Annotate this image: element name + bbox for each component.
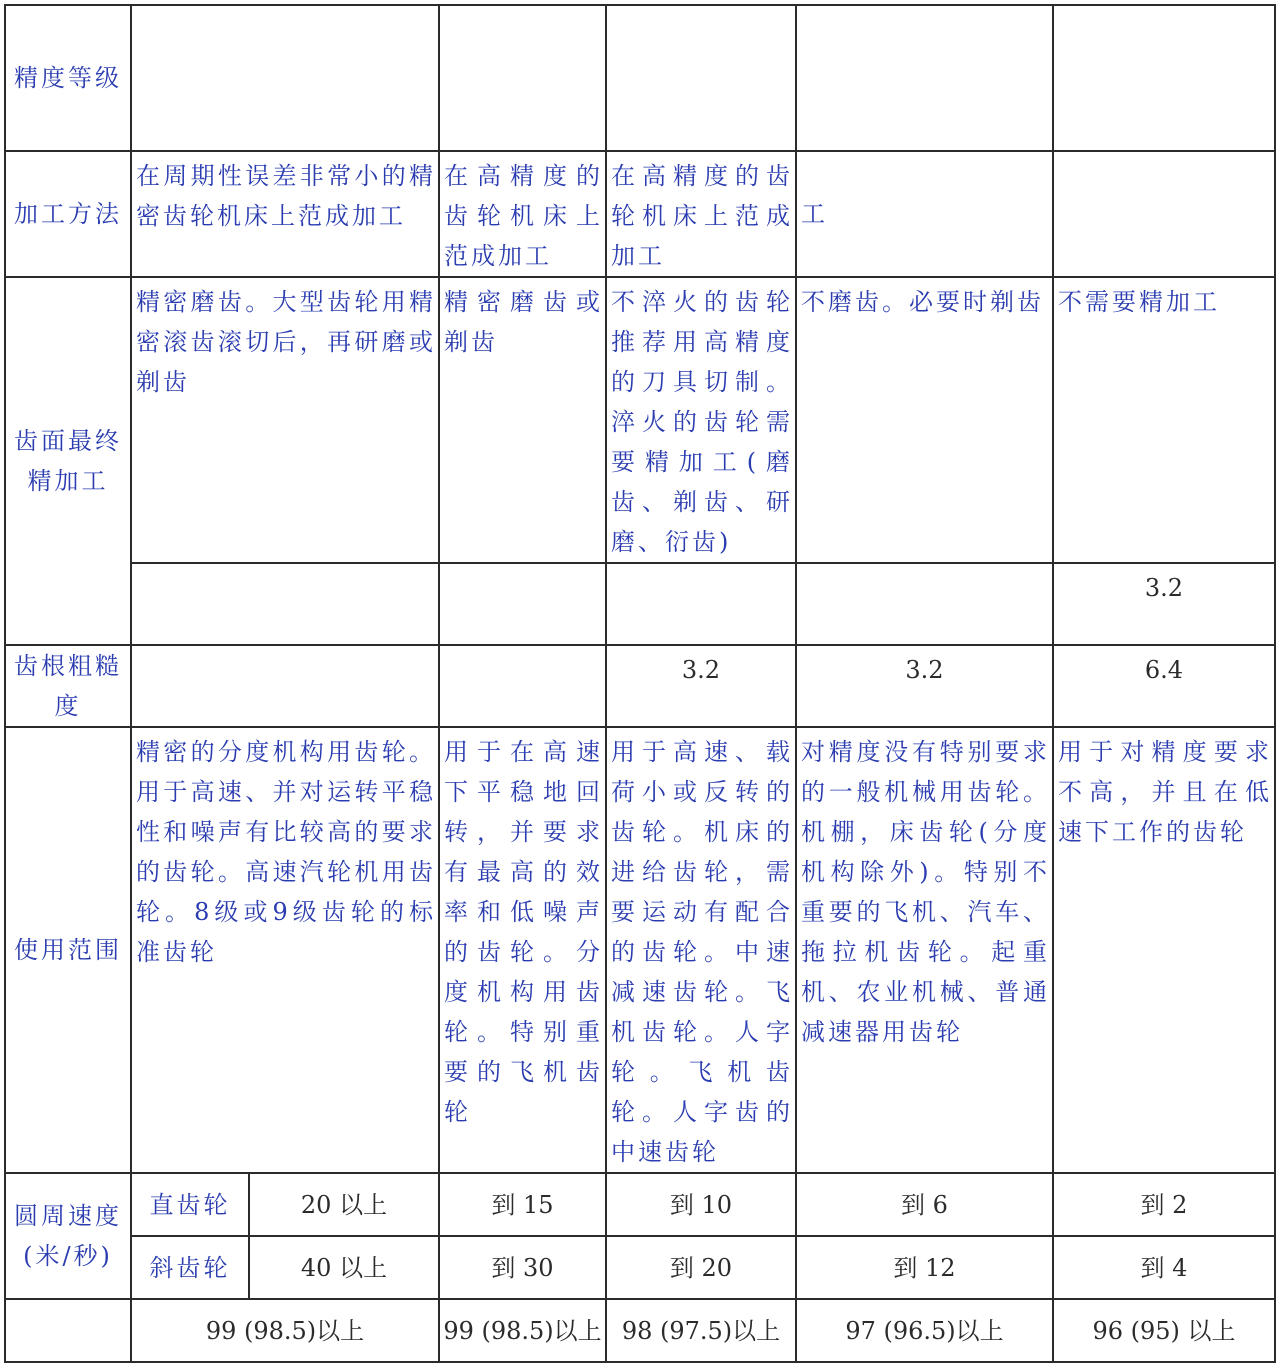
grade-cell-3 (606, 5, 796, 151)
finish-cell-4: 不磨齿。必要时剃齿 (796, 277, 1053, 563)
helical-speed-2: 到 30 (439, 1236, 606, 1299)
efficiency-cell-2: 99 (98.5)以上 (439, 1299, 606, 1362)
usage-cell-1: 精密的分度机构用齿轮。用于高速、并对运转平稳性和噪声有比较高的要求的齿轮。高速汽轮机用齿轮。8级或9级齿轮的标准齿轮 (131, 727, 439, 1173)
efficiency-cell-5: 96 (95) 以上 (1053, 1299, 1275, 1362)
usage-cell-2: 用于在高速下平稳地回转，并要求有最高的效率和低噪声的齿轮。分度机构用齿轮。特别重要的飞机齿轮 (439, 727, 606, 1173)
method-cell-2: 在高精度的齿轮机床上范成加工 (439, 151, 606, 277)
efficiency-cell-1: 99 (98.5)以上 (131, 1299, 439, 1362)
finish-cell-1: 精密磨齿。大型齿轮用精密滚齿滚切后，再研磨或剃齿 (131, 277, 439, 563)
grade-cell-2 (439, 5, 606, 151)
spur-speed-1: 20 以上 (249, 1173, 439, 1236)
row-method (5, 151, 1275, 277)
spur-speed-5: 到 2 (1053, 1173, 1275, 1236)
method-cell-4: 工 (796, 151, 1053, 277)
method-cell-3: 在高精度的齿轮机床上范成加工 (606, 151, 796, 277)
finish-label: 齿面最终精加工 (5, 277, 131, 645)
root-roughness-cell-1 (131, 645, 439, 727)
helical-gear-label: 斜齿轮 (131, 1236, 249, 1299)
row-speed-helical (5, 1236, 1275, 1299)
gear-precision-table (4, 4, 1276, 1363)
usage-cell-3: 用于高速、载荷小或反转的齿轮。机床的进给齿轮，需要运动有配合的齿轮。中速减速齿轮。飞机齿轮。人字轮。飞机齿轮。人字齿的中速齿轮 (606, 727, 796, 1173)
finish-cell-5: 不需要精加工 (1053, 277, 1275, 563)
row-finish (5, 277, 1275, 563)
usage-cell-4: 对精度没有特别要求的一般机械用齿轮。机棚，床齿轮(分度机构除外)。特别不重要的飞机、汽车、拖拉机齿轮。起重机、农业机械、普通减速器用齿轮 (796, 727, 1053, 1173)
usage-cell-5: 用于对精度要求不高，并且在低速下工作的齿轮 (1053, 727, 1275, 1173)
helical-speed-3: 到 20 (606, 1236, 796, 1299)
root-roughness-label: 齿根粗糙度 (5, 645, 131, 727)
row-grade (5, 5, 1275, 151)
row-surface-roughness (5, 563, 1275, 645)
root-roughness-cell-3: 3.2 (606, 645, 796, 727)
efficiency-cell-3: 98 (97.5)以上 (606, 1299, 796, 1362)
surface-roughness-cell-5: 3.2 (1053, 563, 1275, 645)
row-usage (5, 727, 1275, 1173)
spur-speed-2: 到 15 (439, 1173, 606, 1236)
grade-cell-5 (1053, 5, 1275, 151)
method-label: 加工方法 (5, 151, 131, 277)
helical-speed-4: 到 12 (796, 1236, 1053, 1299)
root-roughness-cell-5: 6.4 (1053, 645, 1275, 727)
grade-cell-1 (131, 5, 439, 151)
root-roughness-cell-2 (439, 645, 606, 727)
spur-speed-3: 到 10 (606, 1173, 796, 1236)
finish-cell-2: 精密磨齿或剃齿 (439, 277, 606, 563)
surface-roughness-cell-3 (606, 563, 796, 645)
spur-speed-4: 到 6 (796, 1173, 1053, 1236)
row-root-roughness (5, 645, 1275, 727)
row-efficiency (5, 1299, 1275, 1362)
spur-gear-label: 直齿轮 (131, 1173, 249, 1236)
surface-roughness-cell-2 (439, 563, 606, 645)
grade-label: 精度等级 (5, 5, 131, 151)
speed-label: 圆周速度(米/秒) (5, 1173, 131, 1299)
finish-cell-3: 不淬火的齿轮推荐用高精度的刀具切制。淬火的齿轮需要精加工(磨齿、剃齿、研磨、衍齿) (606, 277, 796, 563)
root-roughness-cell-4: 3.2 (796, 645, 1053, 727)
surface-roughness-cell-1 (131, 563, 439, 645)
surface-roughness-cell-4 (796, 563, 1053, 645)
efficiency-label-cell (5, 1299, 131, 1362)
row-speed-spur (5, 1173, 1275, 1236)
helical-speed-5: 到 4 (1053, 1236, 1275, 1299)
usage-label: 使用范围 (5, 727, 131, 1173)
method-cell-1: 在周期性误差非常小的精密齿轮机床上范成加工 (131, 151, 439, 277)
helical-speed-1: 40 以上 (249, 1236, 439, 1299)
grade-cell-4 (796, 5, 1053, 151)
method-cell-5 (1053, 151, 1275, 277)
efficiency-cell-4: 97 (96.5)以上 (796, 1299, 1053, 1362)
